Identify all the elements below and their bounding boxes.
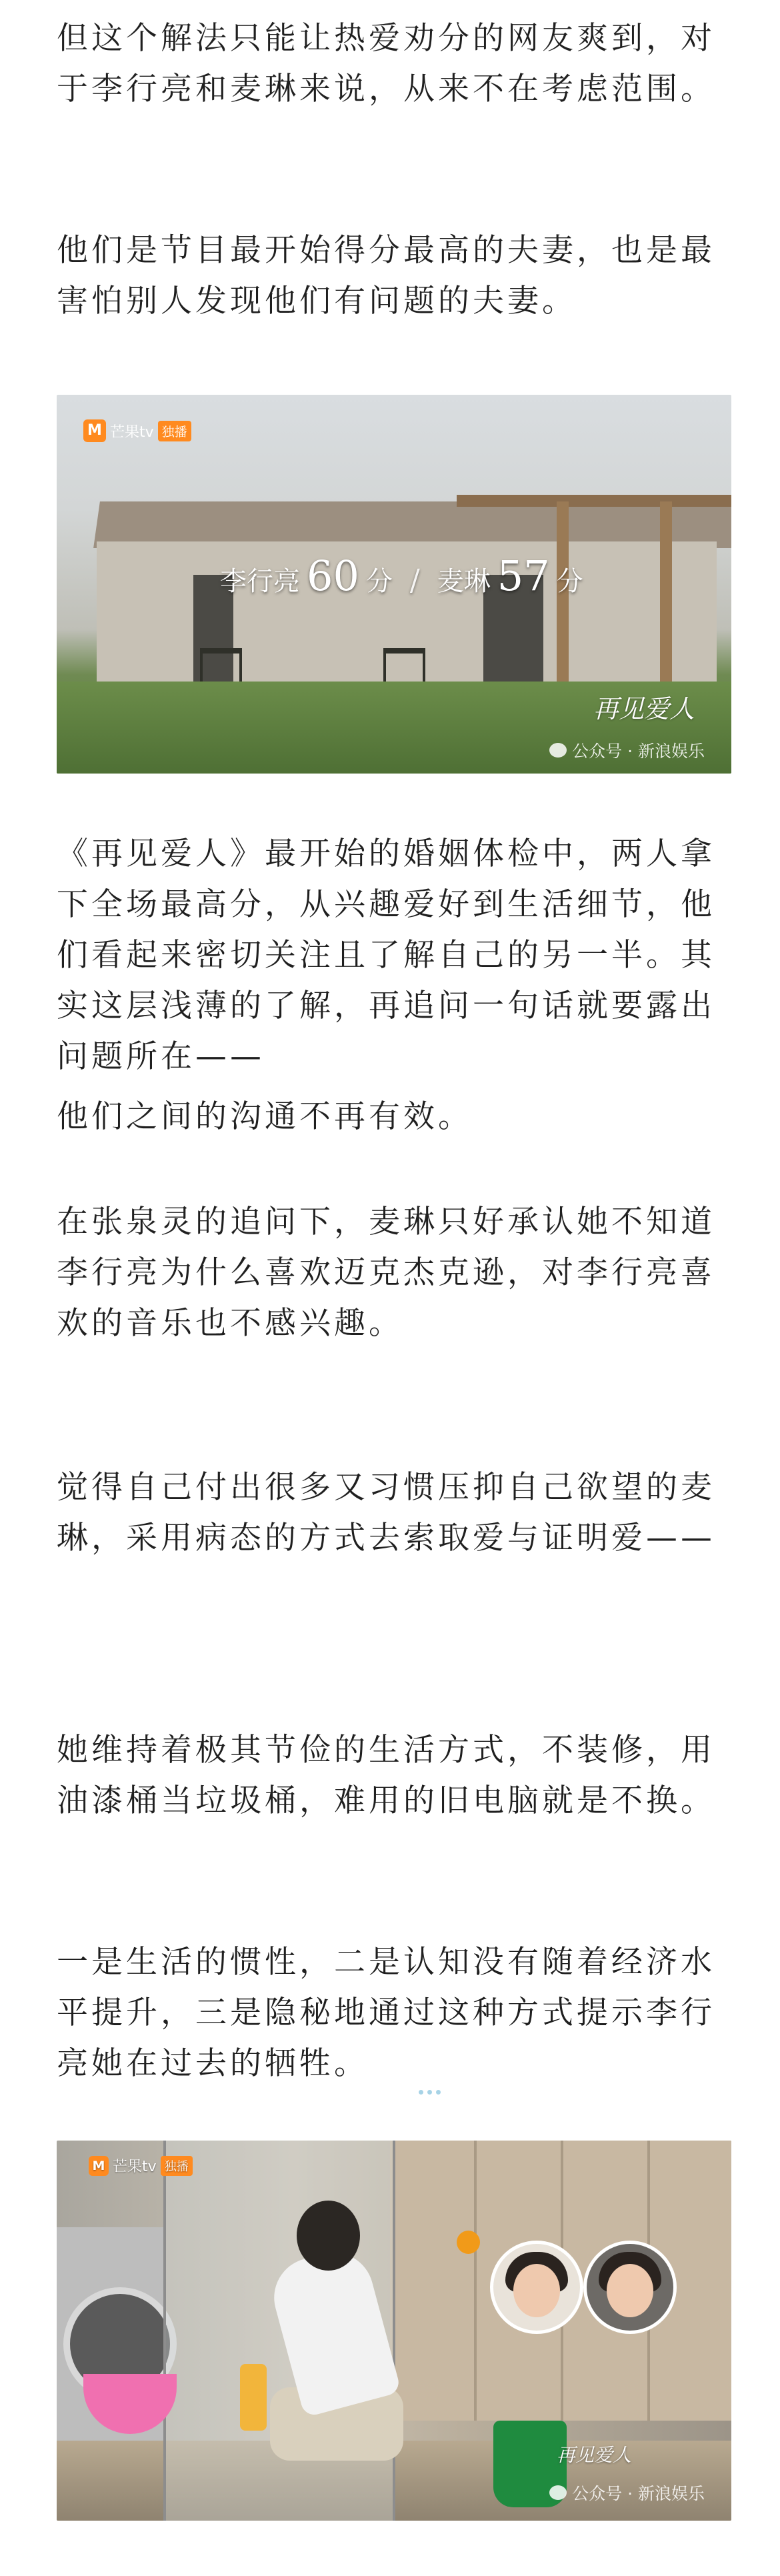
article-paragraph-8: 一是生活的惯性，二是认知没有随着经济水平提升，三是隐秘地通过这种方式提示李行亮她在过去的牺牲。 (57, 1944, 715, 2082)
show-logo: 再见爱人 (593, 694, 695, 724)
brand-name: 芒果tv (110, 423, 154, 441)
article-paragraph-1: 但这个解法只能让热爱劝分的网友爽到，对于李行亮和麦琳来说，从来不在考虑范围。 (57, 20, 715, 107)
house-scene-image (57, 395, 731, 774)
avatar-face (513, 2264, 560, 2317)
brand-name: 芒果tv (113, 2159, 157, 2175)
dot (419, 2090, 423, 2095)
watermark-text: 公众号 · 新浪娱乐 (572, 2484, 705, 2503)
brand-tag: 独播 (161, 2156, 193, 2176)
pergola-post (557, 501, 569, 702)
pergola-post (660, 501, 672, 702)
brand-badge (89, 2155, 193, 2176)
mango-logo-icon: M (89, 2156, 109, 2176)
bottle (240, 2364, 267, 2431)
mango-logo-icon: M (83, 419, 106, 442)
score-b-unit: 分 (556, 566, 583, 597)
person-head (297, 2201, 360, 2271)
dot (436, 2090, 441, 2095)
watermark (549, 738, 705, 762)
dot (427, 2090, 432, 2095)
wechat-icon (549, 2485, 567, 2500)
watermark (549, 2481, 705, 2505)
article-paragraph-5: 在张泉灵的追问下，麦琳只好承认她不知道李行亮为什么喜欢迈克杰克逊，对李行亮喜欢的音乐也不感兴趣。 (57, 1204, 715, 1342)
score-a-unit: 分 (365, 566, 393, 597)
score-overlay (220, 551, 583, 600)
score-a-value: 60 (307, 551, 359, 600)
score-b-name: 麦琳 (437, 566, 491, 597)
bathroom-scene-image (57, 2141, 731, 2521)
pergola-beam (457, 495, 731, 507)
article-paragraph-3: 《再见爱人》最开始的婚姻体检中，两人拿下全场最高分，从兴趣爱好到生活细节，他们看起来密切关注且了解自己的另一半。其实这层浅薄的了解，再追问一句话就要露出问题所在—— (57, 836, 715, 1075)
avatar-guest-female (490, 2241, 583, 2334)
article-paragraph-4: 他们之间的沟通不再有效。 (57, 1098, 473, 1135)
brand-badge (83, 418, 191, 443)
avatar-guest-male (583, 2241, 677, 2334)
article-paragraph-7: 她维持着极其节俭的生活方式，不装修，用油漆桶当垃圾桶，难用的旧电脑就是不换。 (57, 1732, 715, 1819)
article-paragraph-2: 他们是节目最开始得分最高的夫妻，也是最害怕别人发现他们有问题的夫妻。 (57, 232, 715, 319)
brand-tag: 独播 (158, 421, 191, 441)
avatar-face (607, 2264, 653, 2317)
watermark-text: 公众号 · 新浪娱乐 (572, 742, 705, 761)
show-logo: 再见爱人 (556, 2444, 631, 2466)
wechat-icon (549, 743, 567, 758)
divider-dots (419, 2090, 441, 2095)
score-a-name: 李行亮 (220, 566, 300, 597)
orange-glove (457, 2231, 480, 2254)
score-b-value: 57 (497, 551, 550, 600)
article-paragraph-6: 觉得自己付出很多又习惯压抑自己欲望的麦琳，采用病态的方式去索取爱与证明爱—— (57, 1469, 715, 1556)
score-separator: / (409, 563, 420, 597)
